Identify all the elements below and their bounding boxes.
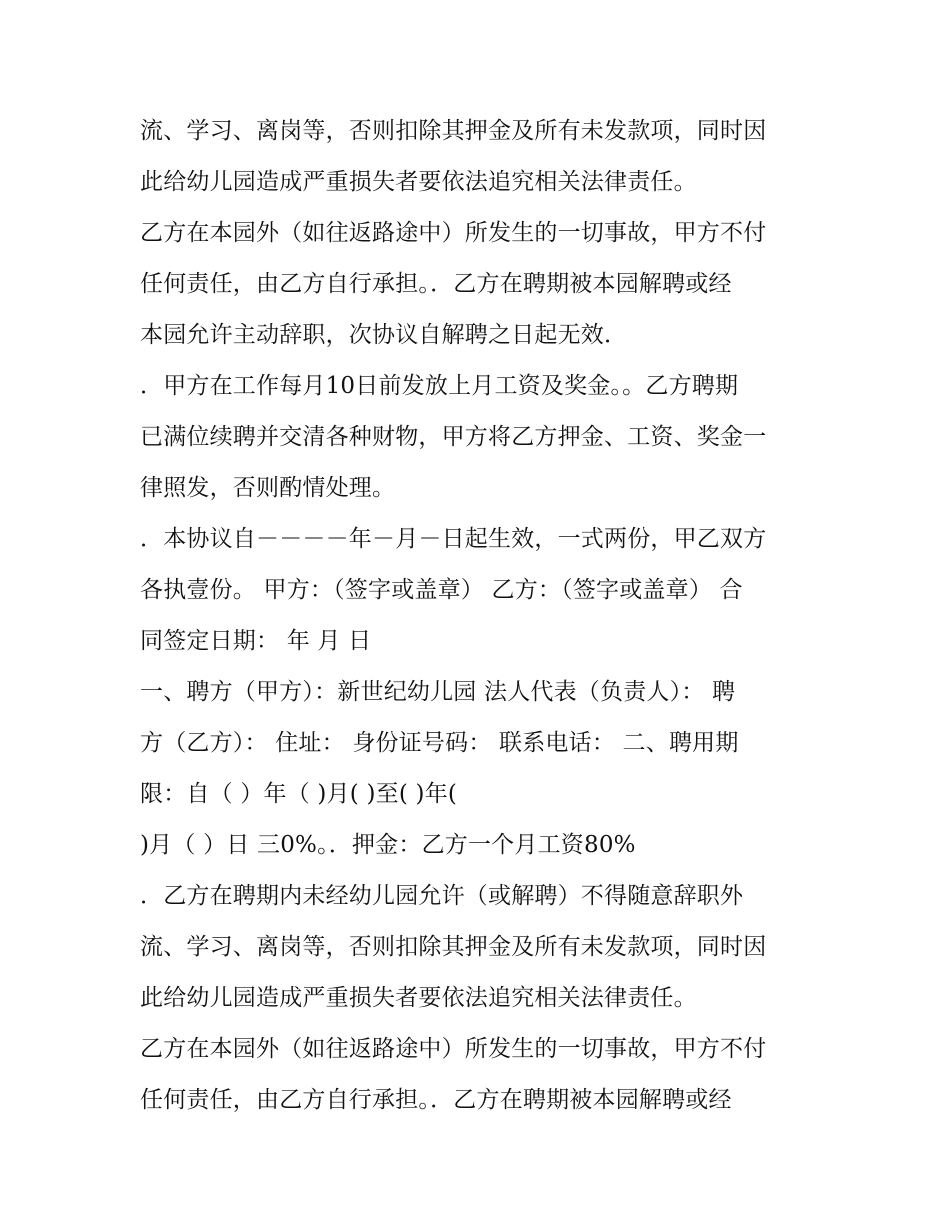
text-line: 此给幼儿园造成严重损失者要依法追究相关法律责任。 [140, 985, 697, 1011]
text-line: 方（乙方）： 住址： 身份证号码： 联系电话： 二、聘用期 [140, 730, 739, 756]
text-line: ．本协议自－－－－年－月－日起生效，一式两份，甲乙双方 [140, 526, 767, 552]
text-line: ．乙方在聘期内未经幼儿园允许（或解聘）不得随意辞职外 [140, 883, 744, 909]
text-line: 已满位续聘并交清各种财物，甲方将乙方押金、工资、奖金一 [140, 424, 767, 450]
text-line: 各执壹份。 甲方：（签字或盖章） 乙方：（签字或盖章） 合 [140, 577, 743, 603]
text-line: 限：自（ ）年（ )月( )至( )年( [140, 781, 458, 807]
text-line: 此给幼儿园造成严重损失者要依法追究相关法律责任。 [140, 169, 697, 195]
text-line: ．甲方在工作每月10日前发放上月工资及奖金。。乙方聘期 [140, 373, 739, 399]
contract-body-text [140, 106, 830, 1126]
text-line: 本园允许主动辞职，次协议自解聘之日起无效． [140, 322, 628, 348]
text-line: 一、聘方（甲方）：新世纪幼儿园 法人代表（负责人）： 聘 [140, 679, 736, 705]
text-line: 乙方在本园外（如往返路途中）所发生的一切事故，甲方不付 [140, 220, 767, 246]
text-line: 任何责任，由乙方自行承担。．乙方在聘期被本园解聘或经 [140, 271, 732, 297]
text-line: )月（ ）日 三0%。．押金：乙方一个月工资80% [140, 832, 636, 858]
text-line: 任何责任，由乙方自行承担。．乙方在聘期被本园解聘或经 [140, 1087, 732, 1113]
text-line: 流、学习、离岗等，否则扣除其押金及所有未发款项，同时因 [140, 934, 767, 960]
text-line: 流、学习、离岗等，否则扣除其押金及所有未发款项，同时因 [140, 118, 767, 144]
text-line: 同签定日期： 年 月 日 [140, 628, 372, 654]
text-line: 乙方在本园外（如往返路途中）所发生的一切事故，甲方不付 [140, 1036, 767, 1062]
text-line: 律照发，否则酌情处理。 [140, 475, 396, 501]
